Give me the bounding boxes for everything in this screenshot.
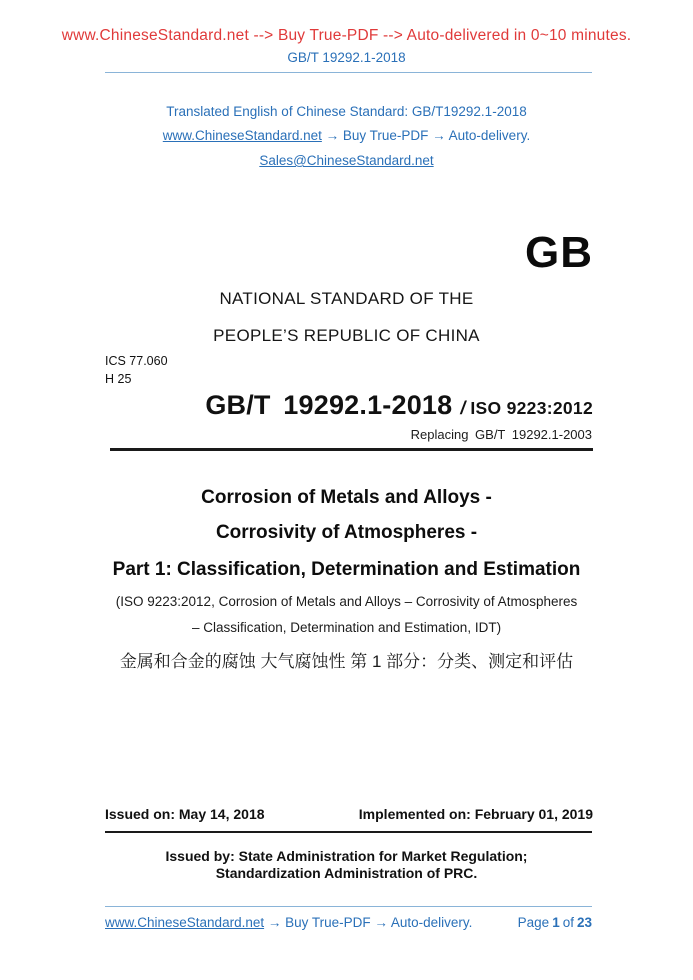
standard-number (205, 390, 593, 421)
dates-divider (105, 831, 592, 833)
ics-code: ICS 77.060 (105, 354, 168, 368)
title-divider (110, 448, 593, 451)
footer-buy-line (105, 915, 472, 930)
website-link[interactable]: www.ChineseStandard.net (162, 128, 322, 143)
title-english-line1: Corrosion of Metals and Alloys - (201, 487, 492, 508)
footer-website-link[interactable]: www.ChineseStandard.net (105, 915, 265, 930)
implemented-date: Implemented on: February 01, 2019 (358, 806, 593, 822)
national-standard-line1: NATIONAL STANDARD OF THE (219, 289, 474, 308)
page-indicator (515, 915, 592, 930)
buy-pdf-suffix: → Buy True-PDF → Auto-delivery. (321, 128, 531, 143)
promo-banner: www.ChineseStandard.net --> Buy True-PDF --> Auto-delivered in 0~10 minutes. (61, 27, 632, 44)
title-english-line3: Part 1: Classification, Determination and Estimation (112, 559, 581, 580)
iso-equivalence-line1: (ISO 9223:2012, Corrosion of Metals and Alloys – Corrosivity of Atmospheres (115, 594, 578, 609)
footer-buy-suffix: → Buy True-PDF → Auto-delivery. (264, 915, 473, 930)
national-standard-line2: PEOPLE’S REPUBLIC OF CHINA (213, 326, 480, 345)
dates-row (105, 806, 593, 822)
gb-logo: GB (525, 228, 593, 277)
gbt-number: GB/T 19292.1-2018 (205, 390, 453, 420)
translated-standard-line: Translated English of Chinese Standard: GB/T19292.1-2018 (166, 104, 527, 119)
class-code: H 25 (105, 372, 132, 386)
buy-pdf-line (0, 128, 693, 143)
page-total: 23 (576, 915, 592, 930)
header-divider (105, 72, 592, 73)
sales-email-line (0, 153, 693, 168)
title-english-line2: Corrosivity of Atmospheres - (215, 522, 478, 543)
page-label: Page (517, 915, 550, 930)
iso-equivalence-line2: – Classification, Determination and Estimation, IDT) (191, 620, 502, 635)
number-separator: / (460, 398, 466, 418)
page-of: of (562, 915, 574, 930)
iso-number: ISO 9223:2012 (470, 398, 593, 418)
footer-divider (105, 906, 592, 907)
sales-email-link[interactable]: Sales@ChineseStandard.net (259, 153, 434, 168)
footer (105, 915, 592, 930)
replacing-note: Replacing GB/T 19292.1-2003 (410, 427, 592, 442)
page-current: 1 (552, 915, 560, 930)
issuer-line1: Issued by: State Administration for Market Regulation; (165, 848, 528, 864)
header-doc-code: GB/T 19292.1-2018 (287, 50, 406, 65)
title-chinese: 金属和合金的腐蚀 大气腐蚀性 第 1 部分：分类、测定和评估 (119, 652, 574, 671)
issued-date: Issued on: May 14, 2018 (105, 806, 265, 822)
issuer-line2: Standardization Administration of PRC. (215, 865, 478, 881)
